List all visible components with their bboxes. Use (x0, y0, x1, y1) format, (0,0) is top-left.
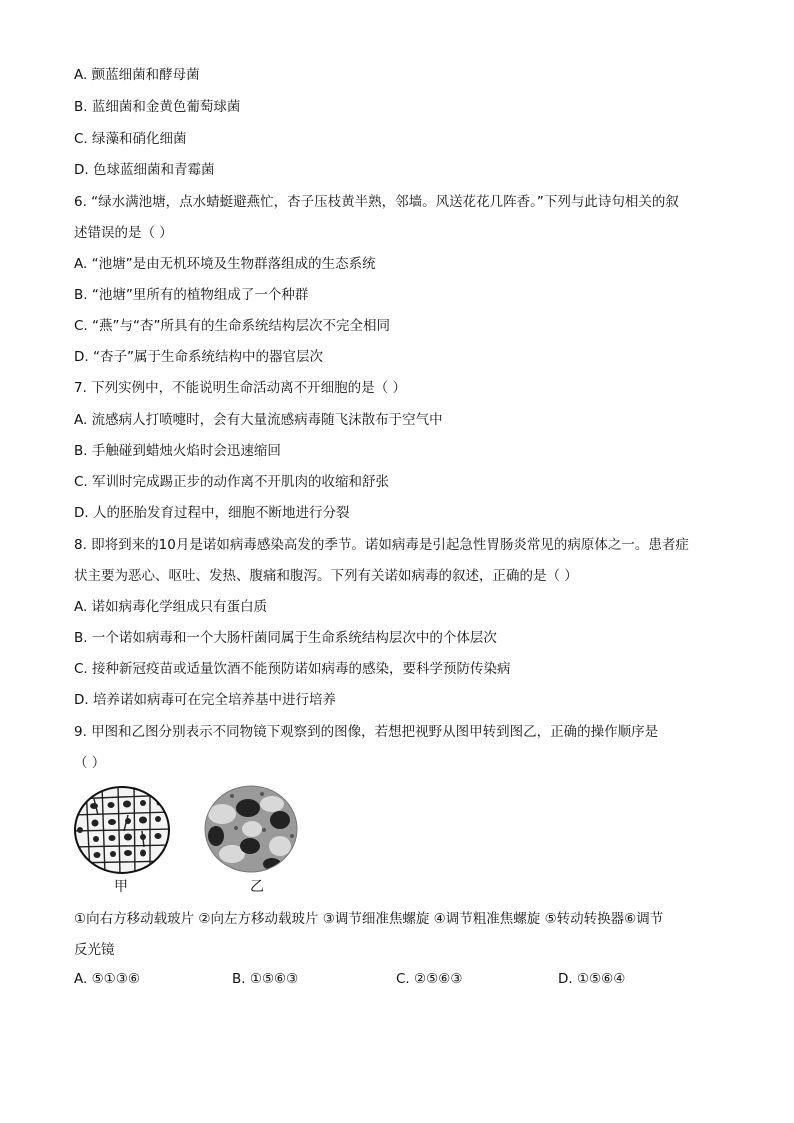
q7-option-a: A. 流感病人打喷嚏时，会有大量流感病毒随飞沫散布于空气中 (74, 412, 443, 428)
q6-option-b: B. “池塘”里所有的植物组成了一个种群 (74, 287, 309, 303)
figure-label-jia: 甲 (114, 879, 128, 895)
q8-stem-line2: 状主要为恶心、呕吐、发热、腹痛和腹泻。下列有关诺如病毒的叙述，正确的是（ ） (74, 568, 578, 584)
q6-option-a: A. “池塘”是由无机环境及生物群落组成的生态系统 (74, 256, 376, 272)
q9-option-c: C. ②⑤⑥③ (396, 971, 463, 987)
q9-option-d: D. ①⑤⑥④ (558, 971, 626, 987)
figure-label-yi: 乙 (250, 879, 264, 895)
q5-option-b: B. 蓝细菌和金黄色葡萄球菌 (74, 99, 241, 115)
q6-stem-line1: 6. “绿水满池塘，点水蜻蜓避燕忙，杏子压枝黄半熟，邻墙。风送花花几阵香。”下列与此诗句相关的叙 (74, 194, 679, 210)
microscope-view-yi (202, 784, 300, 874)
q7-stem: 7. 下列实例中，不能说明生命活动离不开细胞的是（ ） (74, 380, 406, 396)
q7-option-d: D. 人的胚胎发育过程中，细胞不断地进行分裂 (74, 505, 350, 521)
q8-option-d: D. 培养诺如病毒可在完全培养基中进行培养 (74, 692, 336, 708)
q9-steps-line2: 反光镜 (74, 942, 115, 958)
q6-option-c: C. “燕”与“杏”所具有的生命系统结构层次不完全相同 (74, 318, 390, 334)
q5-option-c: C. 绿藻和硝化细菌 (74, 131, 187, 147)
q8-option-c: C. 接种新冠疫苗或适量饮酒不能预防诺如病毒的感染，要科学预防传染病 (74, 661, 511, 677)
q7-option-c: C. 军训时完成踢正步的动作离不开肌肉的收缩和舒张 (74, 474, 390, 490)
q5-option-a: A. 颤蓝细菌和酵母菌 (74, 67, 200, 83)
q8-stem-line1: 8. 即将到来的10月是诺如病毒感染高发的季节。诺如病毒是引起急性胃肠炎常见的病原体之一。患者症 (74, 537, 689, 553)
q5-option-d: D. 色球蓝细菌和青霉菌 (74, 162, 215, 178)
q9-stem-line2: （ ） (74, 755, 106, 771)
q9-option-b: B. ①⑤⑥③ (232, 971, 299, 987)
q8-option-b: B. 一个诺如病毒和一个大肠杆菌同属于生命系统结构层次中的个体层次 (74, 630, 497, 646)
q6-stem-line2: 述错误的是（ ） (74, 225, 173, 241)
q9-steps-line1: ①向右方移动载玻片 ②向左方移动载玻片 ③调节细准焦螺旋 ④调节粗准焦螺旋 ⑤转动转换器⑥调节 (74, 911, 664, 927)
q6-option-d: D. “杏子”属于生命系统结构中的器官层次 (74, 349, 323, 365)
microscope-view-jia (72, 785, 172, 875)
q9-stem-line1: 9. 甲图和乙图分别表示不同物镜下观察到的图像，若想把视野从图甲转到图乙，正确的操作顺序是 (74, 724, 659, 740)
q7-option-b: B. 手触碰到蜡烛火焰时会迅速缩回 (74, 443, 281, 459)
q8-option-a: A. 诺如病毒化学组成只有蛋白质 (74, 599, 268, 615)
q9-option-a: A. ⑤①③⑥ (74, 971, 140, 987)
